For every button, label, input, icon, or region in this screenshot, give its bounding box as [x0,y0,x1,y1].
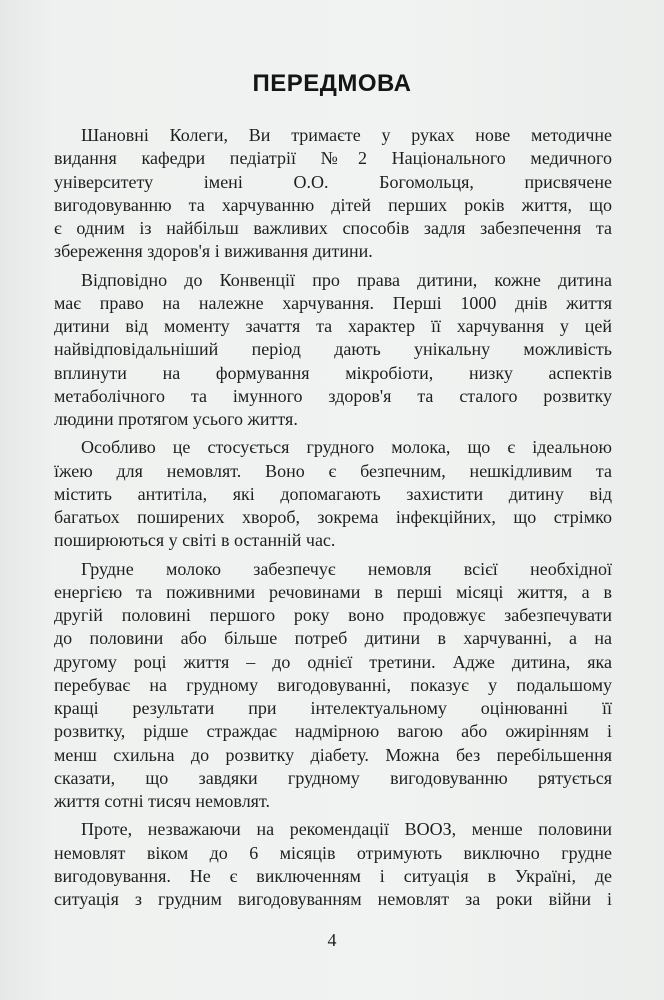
text-line: другому році життя – до однієї третини. Адже дитина, яка [54,651,612,672]
text-line: розвитку, рідше страждає надмірною вагою або ожирінням і [54,721,612,742]
text-line: видання кафедри педіатрії №2 Національного медичного [54,148,612,169]
text-line: людини протягом усього життя. [54,409,298,429]
text-line: ситуація з грудним вигодовуванням немовлят за роки війни і [54,889,612,909]
text-line: поширюються у світі в останній час. [54,530,336,551]
text-line: збереження здоров'я і виживання дитини. [54,241,373,262]
paragraph [54,436,612,552]
text-line: немовлят віком до 6 місяців отримують виключно грудне [54,842,612,863]
text-line: перебуває на грудному вигодовуванні, показує у подальшому [54,674,612,695]
text-line: життя сотні тисяч немовлят. [54,791,270,811]
text-line: має право на належне харчування. Перші 1000 днів життя [54,292,612,313]
text-line: Проте, незважаючи на рекомендації ВООЗ, менше половини [81,819,612,840]
text-line: до половини або більше потреб дитини в харчуванні, а на [54,628,612,649]
text-line: кращі результати при інтелектуальному оцінюванні її [54,698,612,718]
text-line: є одним із найбільш важливих способів задля забезпечення та [54,218,612,238]
text-line: вплинути на формування мікробіоти, низку аспектів [54,362,612,383]
text-line: містить антитіла, які допомагають захистити дитину від [54,483,612,504]
text-line: Відповідно до Конвенції про права дитини, кожне дитина [81,269,612,290]
text-line: вигодовування. Не є виключенням і ситуація в Україні, де [54,865,612,886]
text-line: їжею для немовлят. Воно є безпечним, нешкідливим та [54,460,612,481]
text-line: сказати, що завдяки грудному вигодовуванню рятується [54,767,612,788]
text-line: менш схильна до розвитку діабету. Можна без перебільшення [54,744,612,765]
page-title: ПЕРЕДМОВА [252,70,412,97]
text-line: Грудне молоко забезпечує немовля всієї необхідної [81,558,612,579]
body-text [54,124,612,916]
paragraph [54,124,612,264]
text-line: Особливо це стосується грудного молока, що є ідеальною [81,437,612,458]
paragraph [54,818,612,911]
text-line: дитини від моменту зачаття та характер її харчування у цей [54,316,612,336]
text-line: Шановні Колеги, Ви тримаєте у руках нове методичне [81,125,612,145]
text-line: метаболічного та імунного здоров'я та сталого розвитку [54,385,612,406]
text-line: найвідповідальніший період дають унікальну можливість [54,339,612,360]
text-line: багатьох поширених хвороб, зокрема інфекційних, що стрімко [54,507,612,527]
text-line: енергією та поживними речовинами в перші місяці життя, а в [54,581,612,602]
paragraph [54,558,612,814]
page-number: 4 [327,930,337,950]
text-line: вигодовуванню та харчуванню дітей перших років життя, що [54,194,612,215]
text-line: університету імені О.О. Богомольця, присвячене [54,171,612,192]
paragraph [54,269,612,432]
text-line: другій половині першого року воно продовжує забезпечувати [54,605,612,625]
